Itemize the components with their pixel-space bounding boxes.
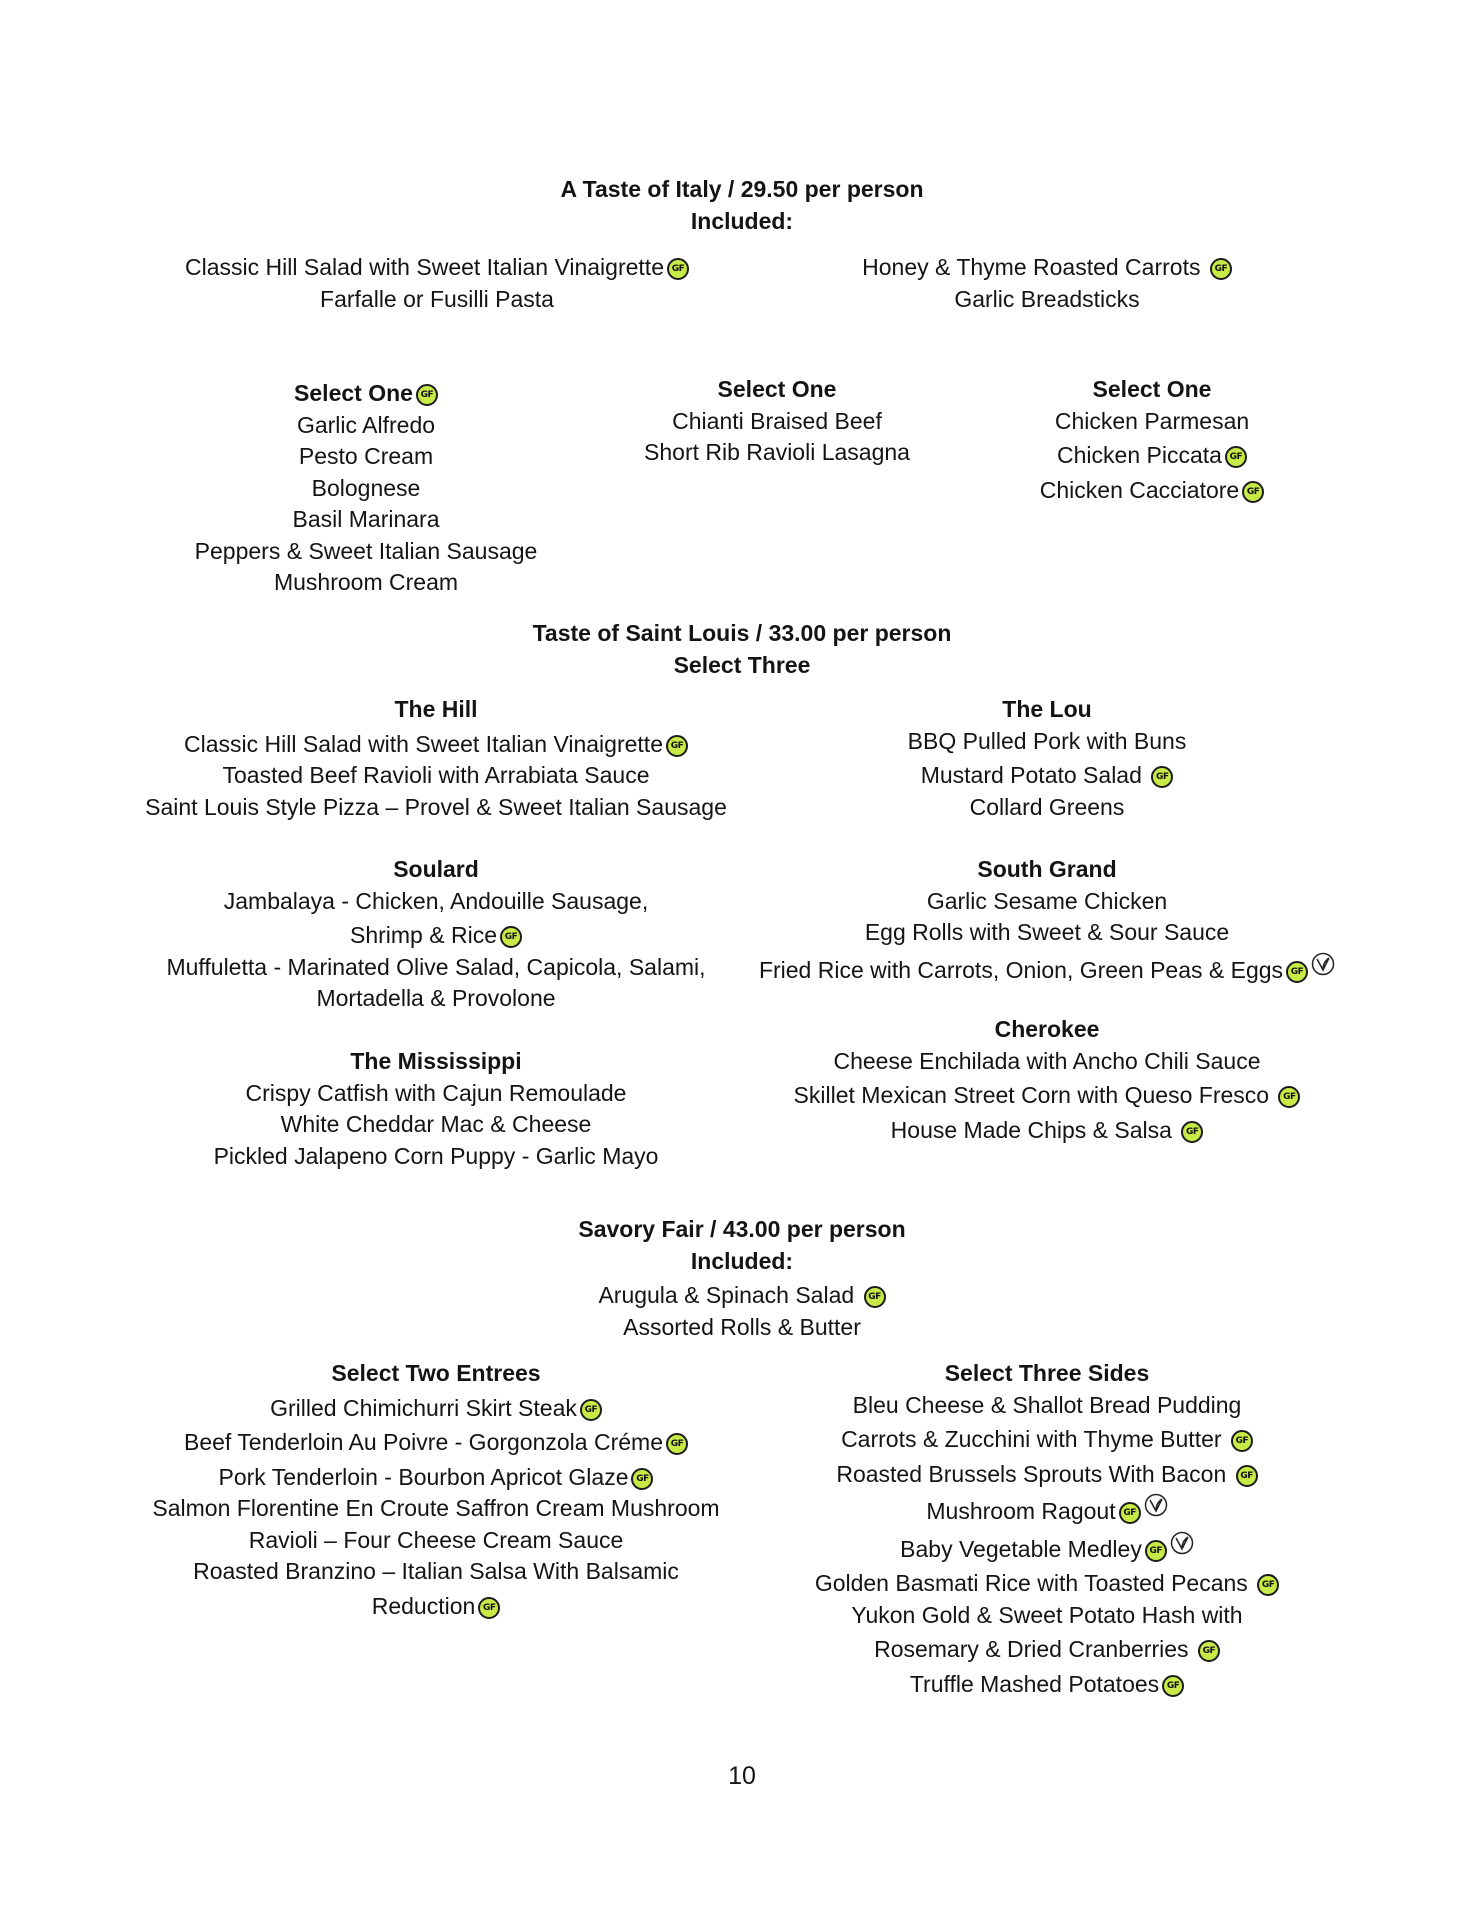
list-item: Mustard Potato Salad GF: [747, 760, 1347, 792]
list-item: Salmon Florentine En Croute Saffron Cream Mushroom: [152, 1495, 720, 1521]
list-item: Crispy Catfish with Cajun Remoulade: [245, 1079, 627, 1106]
gluten-free-icon: [1236, 1465, 1258, 1487]
list-item: Pork Tenderloin - Bourbon Apricot GlazeGF: [136, 1462, 736, 1494]
list-item: ReductionGF: [136, 1591, 736, 1623]
stl-south-grand: [697, 854, 1397, 986]
list-item: BBQ Pulled Pork with Buns: [907, 727, 1187, 754]
list-item: Skillet Mexican Street Corn with Queso Fresco GF: [697, 1080, 1397, 1112]
list-item: Baby Vegetable MedleyGF: [747, 1531, 1347, 1566]
gluten-free-icon: [1145, 1540, 1167, 1562]
list-item: Peppers & Sweet Italian Sausage: [194, 537, 538, 564]
section-title: Cherokee: [994, 1016, 1100, 1042]
section-title: The Mississippi: [350, 1048, 522, 1074]
list-item: Saint Louis Style Pizza – Provel & Sweet Italian Sausage: [145, 793, 727, 820]
list-item: Mortadella & Provolone: [316, 985, 556, 1011]
list-item: Golden Basmati Rice with Toasted Pecans GF: [747, 1568, 1347, 1600]
list-item: Carrots & Zucchini with Thyme Butter GF: [747, 1424, 1347, 1456]
savory-heading: Savory Fair / 43.00 per person: [578, 1216, 906, 1242]
list-item: Arugula & Spinach Salad GF: [442, 1280, 1042, 1312]
gluten-free-icon: [1210, 258, 1232, 280]
list-item: Beef Tenderloin Au Poivre - Gorgonzola CrémeGF: [136, 1427, 736, 1459]
list-item: Grilled Chimichurri Skirt SteakGF: [136, 1393, 736, 1425]
vegetarian-leaf-icon: [1170, 1531, 1194, 1555]
list-item: Classic Hill Salad with Sweet Italian VinaigretteGF: [137, 252, 737, 284]
gluten-free-icon: [1162, 1675, 1184, 1697]
gluten-free-icon: [478, 1597, 500, 1619]
list-item: Chicken Parmesan: [1054, 407, 1250, 434]
gluten-free-icon: [1242, 481, 1264, 503]
gluten-free-icon: [666, 1433, 688, 1455]
savory-sides: [747, 1358, 1347, 1700]
gluten-free-icon: [1181, 1121, 1203, 1143]
italy-beef: [577, 374, 977, 469]
italy-included-label: Included:: [690, 207, 794, 234]
italy-chicken: [952, 374, 1352, 506]
section-title: South Grand: [977, 856, 1117, 882]
list-item: Garlic Breadsticks: [954, 285, 1140, 312]
list-item: Egg Rolls with Sweet & Sour Sauce: [864, 919, 1230, 945]
list-item: Fried Rice with Carrots, Onion, Green Peas & EggsGF: [697, 952, 1397, 987]
list-item: House Made Chips & Salsa GF: [697, 1115, 1397, 1147]
list-item: Roasted Branzino – Italian Salsa With Balsamic: [193, 1558, 679, 1584]
list-item: Classic Hill Salad with Sweet Italian VinaigretteGF: [136, 729, 736, 761]
list-item: Chicken PiccataGF: [952, 440, 1352, 472]
gluten-free-icon: [1119, 1502, 1141, 1524]
section-title: Select Three Sides: [944, 1360, 1150, 1386]
list-item: Truffle Mashed PotatoesGF: [747, 1669, 1347, 1701]
vegetarian-leaf-icon: [1144, 1493, 1168, 1517]
section-title: Soulard: [393, 856, 479, 882]
section-title: Select Two Entrees: [331, 1360, 541, 1386]
list-item: Chianti Braised Beef: [672, 407, 882, 434]
gluten-free-icon: [1231, 1430, 1253, 1452]
list-item: Short Rib Ravioli Lasagna: [644, 439, 910, 465]
stl-subheading: Select Three: [673, 651, 811, 678]
list-item: Honey & Thyme Roasted Carrots GF: [747, 252, 1347, 284]
gluten-free-icon: [667, 258, 689, 280]
savory-included-label: Included:: [690, 1247, 794, 1274]
list-item: Pesto Cream: [298, 443, 434, 469]
list-item: Jambalaya - Chicken, Andouille Sausage,: [223, 887, 649, 914]
stl-the-hill: [136, 694, 736, 823]
list-item: Cheese Enchilada with Ancho Chili Sauce: [833, 1047, 1261, 1074]
stl-the-lou: [747, 694, 1347, 823]
italy-included-left: [137, 252, 737, 315]
list-item: Pickled Jalapeno Corn Puppy - Garlic Mayo: [213, 1142, 659, 1169]
stl-header: [442, 618, 1042, 681]
savory-entrees: [136, 1358, 736, 1622]
list-item: Muffuletta - Marinated Olive Salad, Capicola, Salami,: [166, 953, 706, 980]
chicken-title: Select One: [1092, 376, 1212, 402]
section-title: The Hill: [394, 696, 478, 722]
gluten-free-icon: [666, 735, 688, 757]
list-item: Ravioli – Four Cheese Cream Sauce: [248, 1526, 624, 1553]
gluten-free-icon: [1286, 961, 1308, 983]
beef-title: Select One: [717, 376, 837, 402]
list-item: Collard Greens: [969, 793, 1125, 820]
gluten-free-icon: [864, 1286, 886, 1308]
gluten-free-icon: [1278, 1086, 1300, 1108]
list-item: Mushroom Cream: [273, 569, 459, 595]
italy-heading: A Taste of Italy / 29.50 per person: [560, 176, 924, 202]
stl-mississippi: [136, 1046, 736, 1172]
list-item: Farfalle or Fusilli Pasta: [320, 285, 554, 312]
list-item: Rosemary & Dried Cranberries GF: [747, 1634, 1347, 1666]
sauces-title: Select OneGF: [166, 378, 566, 410]
gluten-free-icon: [1151, 766, 1173, 788]
list-item: Garlic Sesame Chicken: [926, 887, 1168, 914]
gluten-free-icon: [1257, 1574, 1279, 1596]
list-item: Chicken CacciatoreGF: [952, 475, 1352, 507]
italy-sauces: [166, 378, 566, 599]
italy-included-right: [747, 252, 1347, 315]
gluten-free-icon: [580, 1399, 602, 1421]
stl-cherokee: [697, 1014, 1397, 1146]
list-item: Bolognese: [311, 474, 421, 501]
italy-header: [442, 174, 1042, 237]
page-number: 10: [728, 1762, 756, 1790]
gluten-free-icon: [500, 926, 522, 948]
list-item: White Cheddar Mac & Cheese: [280, 1111, 592, 1137]
stl-soulard: [136, 854, 736, 1015]
list-item: Mushroom RagoutGF: [747, 1493, 1347, 1528]
list-item: Assorted Rolls & Butter: [623, 1313, 861, 1340]
vegetarian-leaf-icon: [1311, 952, 1335, 976]
gluten-free-icon: [631, 1468, 653, 1490]
gluten-free-icon: [1225, 446, 1247, 468]
gluten-free-icon: [1198, 1640, 1220, 1662]
gluten-free-icon: [416, 384, 438, 406]
stl-heading: Taste of Saint Louis / 33.00 per person: [532, 620, 952, 646]
list-item: Shrimp & RiceGF: [136, 920, 736, 952]
list-item: Toasted Beef Ravioli with Arrabiata Sauce: [222, 762, 650, 788]
section-title: The Lou: [1002, 696, 1092, 722]
list-item: Basil Marinara: [292, 506, 440, 532]
list-item: Yukon Gold & Sweet Potato Hash with: [851, 1601, 1243, 1628]
list-item: Roasted Brussels Sprouts With Bacon GF: [747, 1459, 1347, 1491]
list-item: Garlic Alfredo: [296, 411, 436, 438]
list-item: Bleu Cheese & Shallot Bread Pudding: [852, 1391, 1242, 1418]
savory-header: [442, 1214, 1042, 1343]
